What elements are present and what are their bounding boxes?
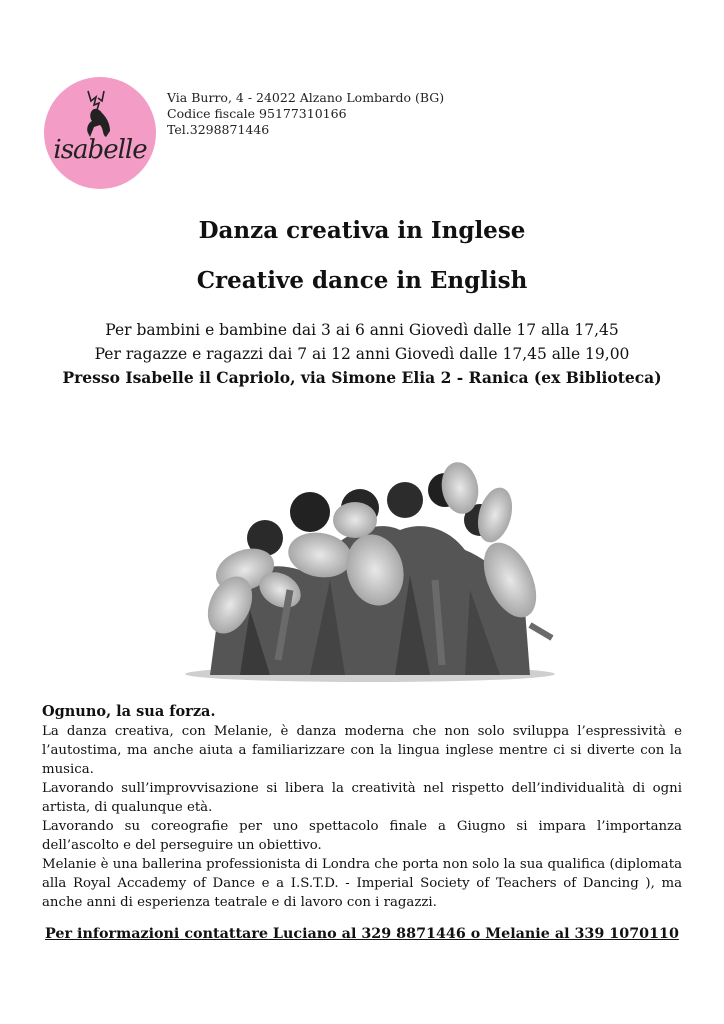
description-block bbox=[42, 702, 682, 912]
logo-wordmark: isabelle bbox=[53, 135, 147, 165]
paragraph: Lavorando sull’improvvisazione si libera la creatività nel rispetto dell’individualità di ogni artista, di qualunque età. bbox=[42, 781, 682, 815]
venue: Presso Isabelle il Capriolo, via Simone Elia 2 - Ranica (ex Biblioteca) bbox=[62, 368, 662, 387]
paragraph: Melanie è una ballerina professionista di Londra che porta non solo la sua qualifica (diplomata alla Royal Accademy of Dance e a I.S.T.D. - Imperial Society of Teachers of Dancing ), ma anche anni di esperienza teatrale e di lavoro con i ragazzi. bbox=[42, 857, 682, 910]
tax-code: Codice fiscale 95177310166 bbox=[167, 106, 347, 121]
title-english: Creative dance in English bbox=[196, 267, 528, 294]
paragraph: Lavorando su coreografie per uno spettacolo finale a Giugno si impara l’importanza dell’ascolto e del perseguire un obiettivo. bbox=[42, 819, 682, 853]
address-line: Via Burro, 4 - 24022 Alzano Lombardo (BG) bbox=[167, 90, 445, 105]
deer-icon bbox=[44, 77, 156, 189]
section-heading: Ognuno, la sua forza. bbox=[42, 703, 216, 720]
title-italian: Danza creativa in Inglese bbox=[198, 217, 526, 244]
schedule-block bbox=[0, 318, 724, 390]
children-dancing-photo bbox=[180, 460, 562, 682]
schedule-older: Per ragazze e ragazzi dai 7 ai 12 anni Giovedì dalle 17,45 alle 19,00 bbox=[94, 345, 630, 363]
contact-info: Per informazioni contattare Luciano al 329 8871446 o Melanie al 339 1070110 bbox=[45, 926, 679, 942]
schedule-younger: Per bambini e bambine dai 3 ai 6 anni Giovedì dalle 17 alla 17,45 bbox=[105, 321, 619, 339]
isabelle-logo bbox=[44, 77, 156, 189]
organization-address bbox=[167, 90, 444, 138]
phone-number: Tel.3298871446 bbox=[167, 122, 270, 137]
paragraph: La danza creativa, con Melanie, è danza moderna che non solo sviluppa l’espressività e l’autostima, ma anche aiuta a familiarizzare con la lingua inglese mentre ci si diverte con la musica. bbox=[42, 724, 682, 777]
